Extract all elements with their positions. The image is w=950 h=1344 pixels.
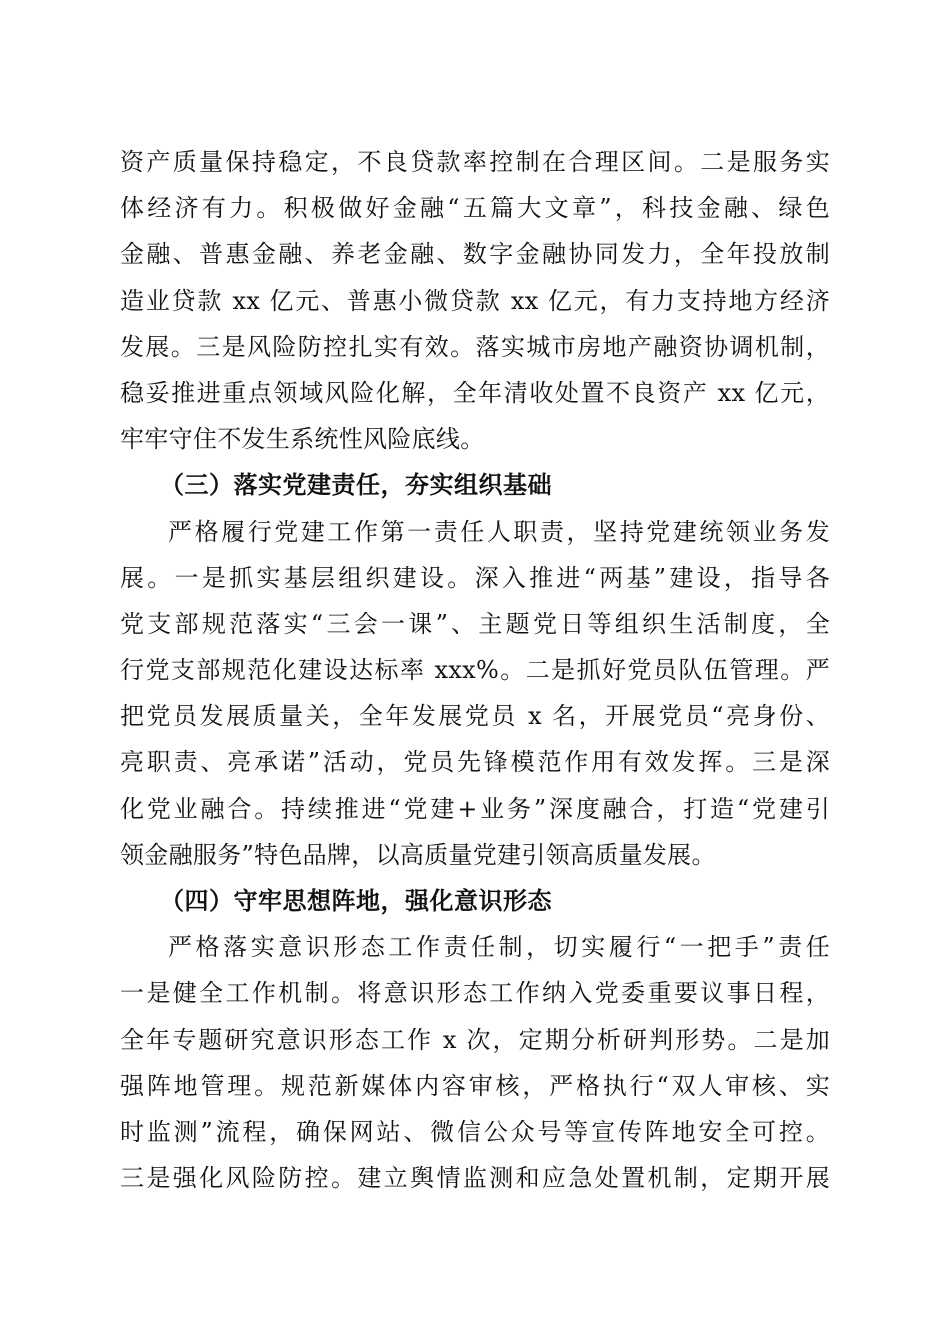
paragraph-line: 严格落实意识形态工作责任制，切实履行“一把手”责任	[168, 933, 830, 962]
paragraph-line: 金融、普惠金融、养老金融、数字金融协同发力，全年投放制	[120, 240, 830, 269]
paragraph-line: 一是健全工作机制。将意识形态工作纳入党委重要议事日程，	[120, 979, 830, 1008]
paragraph-line: 强阵地管理。规范新媒体内容审核，严格执行“双人审核、实	[120, 1071, 830, 1100]
paragraph-line: 牢牢守住不发生系统性风险底线。	[120, 425, 485, 454]
paragraph-line: 体经济有力。积极做好金融“五篇大文章”，科技金融、绿色	[120, 194, 830, 223]
document-body	[120, 139, 830, 1201]
paragraph-line: 把党员发展质量关，全年发展党员 x 名，开展党员“亮身份、	[120, 702, 830, 731]
paragraph-line: 资产质量保持稳定，不良贷款率控制在合理区间。二是服务实	[120, 148, 830, 176]
paragraph-line: 行党支部规范化建设达标率 xxx%。二是抓好党员队伍管理。严	[120, 656, 830, 685]
paragraph-line: 时监测”流程，确保网站、微信公众号等宣传阵地安全可控。	[120, 1117, 830, 1146]
paragraph-line: 化党业融合。持续推进“党建+业务”深度融合，打造“党建引	[120, 794, 830, 823]
paragraph-line: 发展。三是风险防控扎实有效。落实城市房地产融资协调机制，	[120, 332, 830, 361]
paragraph-line: 严格履行党建工作第一责任人职责，坚持党建统领业务发	[168, 517, 830, 546]
paragraph-line: 三是强化风险防控。建立舆情监测和应急处置机制，定期开展	[120, 1164, 830, 1193]
paragraph-line: 全年专题研究意识形态工作 x 次，定期分析研判形势。二是加	[120, 1025, 830, 1054]
paragraph-line: 党支部规范落实“三会一课”、主题党日等组织生活制度，全	[120, 609, 830, 638]
section-heading: （三）落实党建责任，夯实组织基础	[160, 471, 552, 500]
paragraph-line: 亮职责、亮承诺”活动，党员先锋模范作用有效发挥。三是深	[120, 748, 830, 777]
paragraph-line: 展。一是抓实基层组织建设。深入推进“两基”建设，指导各	[120, 563, 830, 592]
paragraph-line: 造业贷款 xx 亿元、普惠小微贷款 xx 亿元，有力支持地方经济	[120, 286, 830, 315]
paragraph-line: 领金融服务”特色品牌，以高质量党建引领高质量发展。	[120, 840, 716, 869]
paragraph-line: 稳妥推进重点领域风险化解，全年清收处置不良资产 xx 亿元，	[120, 378, 830, 407]
section-heading: （四）守牢思想阵地，强化意识形态	[160, 887, 552, 915]
